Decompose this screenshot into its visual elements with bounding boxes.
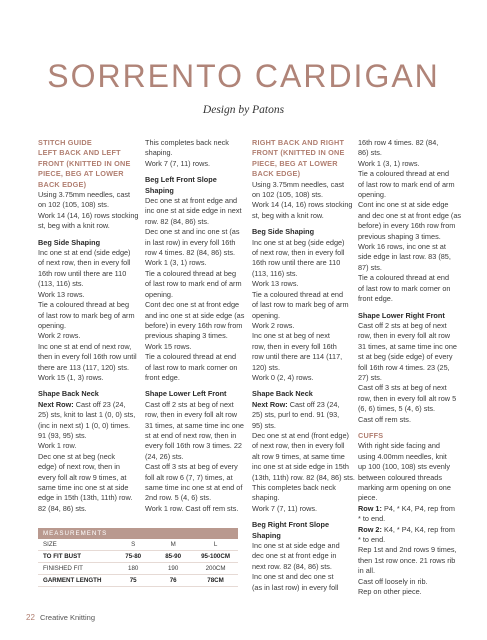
body-text: row. 82 (84, 86) sts. — [145, 216, 210, 226]
body-text: 16th row 4 times. 82 (84, — [358, 138, 439, 147]
body-text: front edge. — [145, 372, 180, 382]
body-text: Work 2 rows. — [38, 331, 81, 341]
body-text: (6, 6) times, 5 (4, 6) sts. — [358, 404, 436, 414]
measurements-table — [38, 528, 238, 587]
body-text: edge in 15th (13th, 11th) row. — [38, 493, 133, 503]
body-text: between coloured threads — [358, 472, 442, 482]
body-text: in all. — [358, 566, 376, 576]
table-cell: GARMENT LENGTH — [43, 577, 102, 584]
body-text: Work 1 row. — [38, 441, 77, 451]
body-text: Inc one st at beg (side edge) — [252, 237, 345, 247]
body-text: Cont inc one st at side edge — [358, 200, 449, 210]
body-text: Tie a coloured thread at end — [358, 273, 450, 283]
body-text: of last row to mark end of arm — [145, 279, 242, 289]
body-text — [38, 400, 136, 410]
pattern-title: SORRENTO CARDIGAN — [47, 58, 440, 94]
body-text: (13th, 11th) row. 82 (84, 86) sts. — [252, 472, 355, 482]
body-text — [358, 504, 458, 514]
subheading: Beg Side Shaping — [252, 227, 315, 237]
column-header: L — [213, 541, 218, 548]
table-header-row — [38, 539, 238, 551]
body-text: 27) sts. — [358, 372, 382, 382]
section-heading: PIECE, BEG AT LOWER — [38, 169, 124, 179]
subheading: Beg Left Front Slope — [145, 175, 217, 185]
designer-byline: Design by Patons — [202, 104, 285, 116]
body-text: before) in every 16th row from — [358, 221, 456, 231]
table-cell: 190 — [167, 565, 179, 572]
body-text: row, then in every foll alt row 5 — [358, 393, 457, 403]
table-cell: 78CM — [207, 577, 224, 584]
subheading: Shape Lower Right Front — [358, 310, 445, 320]
body-text: st at end of next row, then in — [145, 430, 237, 440]
section-heading: RIGHT BACK AND RIGHT — [252, 138, 345, 147]
body-text: Work 7 (7, 11) rows. — [252, 503, 318, 513]
body-text: side edge in last row. 83 (85, — [358, 252, 451, 262]
column-3 — [252, 138, 355, 593]
section-heading: BACK EDGE) — [252, 169, 301, 179]
body-text: up 100 (100, 108) sts evenly — [358, 462, 451, 472]
table-cell: 76 — [169, 577, 177, 584]
column-header: S — [131, 541, 136, 548]
body-text: shaping. — [252, 493, 280, 503]
body-text: 16th row until there are 110 — [38, 268, 127, 278]
subheading: Beg Right Front Slope — [252, 520, 330, 530]
body-text: opening. — [38, 320, 66, 330]
page-footer — [26, 613, 95, 622]
body-text: foll alt row 6 (7, 7) times, at — [145, 472, 233, 482]
subheading: Shape Back Neck — [38, 389, 99, 399]
body-text: every foll 16th row 3 times. 22 — [145, 441, 242, 451]
body-text: there are 113 (117, 120) sts. — [38, 362, 129, 372]
body-text: opening. — [252, 310, 280, 320]
table-cell: 200CM — [205, 565, 226, 572]
body-text: Inc one st and dec one st — [252, 572, 334, 582]
column-header: SIZE — [43, 541, 57, 548]
body-text: Rep 1st and 2nd rows 9 times, — [358, 545, 457, 555]
body-text: * to end. — [358, 514, 386, 524]
row-text: P4, * K4, P4, rep from — [381, 503, 455, 513]
body-text: (inc in next st) 1 (0, 0) times. — [38, 420, 131, 430]
body-text: Work 14 (14, 16) rows stocking — [38, 210, 139, 220]
subheading: Beg Side Shaping — [38, 237, 101, 247]
body-text: st at beg (side edge) of every — [358, 352, 453, 362]
body-text: using 4.00mm needles, knit — [358, 451, 447, 461]
body-text: before) in every 16th row from — [145, 320, 243, 330]
page-number: 22 — [26, 613, 35, 622]
body-text: Work 2 rows. — [252, 320, 295, 330]
table-cell: 75 — [129, 577, 137, 584]
body-text: previous shaping 3 times. — [358, 231, 441, 241]
body-text: of next row, then in every foll — [252, 441, 345, 451]
body-text: 87) sts. — [358, 262, 382, 272]
subheading: Shaping — [145, 185, 174, 195]
subheading: Shape Back Neck — [252, 389, 313, 399]
body-text: (113, 116) sts. — [252, 268, 298, 278]
body-text: 31 times, at same time inc one — [358, 341, 457, 351]
body-text: (113, 116) sts. — [38, 279, 84, 289]
body-text: and dec one st at front edge (as — [358, 210, 462, 220]
body-text: of next row, then in every foll — [252, 248, 345, 258]
body-text: of last row to mark corner on — [145, 362, 238, 372]
table-cell: TO FIT BUST — [43, 553, 82, 560]
table-cell: 75-80 — [125, 553, 142, 560]
subheading: Shape Lower Left Front — [145, 389, 227, 399]
body-text: Tie a coloured thread at end — [145, 352, 237, 362]
body-text: Work 14 (14, 16) rows stocking — [252, 200, 353, 210]
row-text: Cast off 23 (24, — [73, 399, 126, 409]
body-text: dec one st at front edge in — [252, 551, 337, 561]
body-text: (as in last row) in every foll — [252, 582, 339, 592]
body-text: of last row to mark end of arm — [358, 179, 455, 189]
body-text: Using 3.75mm needles, cast — [38, 190, 131, 200]
body-text: on 102 (105, 108) sts. — [252, 190, 323, 200]
body-text: then in every foll 16th row until — [38, 352, 137, 362]
column-header: M — [170, 541, 176, 548]
body-text: foll 16th row 4 times. 23 (25, — [358, 362, 450, 372]
table-cell: 85-90 — [165, 553, 182, 560]
body-text: Inc one st at end of next row, — [38, 341, 132, 351]
body-text: Inc one st at side edge and — [252, 541, 340, 551]
body-text: and inc one st at side edge (as — [145, 310, 245, 320]
body-text: edge) of next row, then in — [38, 462, 120, 472]
body-text: Work 0 (2, 4) rows. — [252, 372, 314, 382]
row-label: Row 1: — [358, 503, 382, 513]
body-text: of last row to mark beg of arm — [38, 310, 135, 320]
body-text: every foll alt row 9 times, at — [38, 472, 127, 482]
body-text: Cast off loosely in rib. — [358, 576, 428, 586]
column-4 — [358, 138, 462, 597]
section-heading: LEFT BACK AND LEFT — [38, 148, 121, 158]
table-row — [38, 575, 238, 587]
body-text: 31 times, at same time inc one — [145, 420, 244, 430]
table-cell: FINISHED FIT — [43, 565, 83, 572]
publication-name: Creative Knitting — [40, 613, 96, 622]
row-label: Next Row: — [252, 399, 288, 409]
body-text: previous shaping 3 times. — [145, 331, 228, 341]
body-text: alt row 9 times, at same time — [252, 451, 345, 461]
body-text: Work 1 row. Cast off rem sts. — [145, 503, 239, 513]
body-text: row, then in every foll 16th — [252, 341, 337, 351]
body-text: shaping. — [145, 148, 173, 158]
body-text: then 1st row once. 21 rows rib — [358, 555, 456, 565]
section-heading: CUFFS — [358, 430, 384, 440]
row-text: Cast off 23 (24, — [287, 399, 340, 409]
body-text: 16th row until there are 110 — [252, 258, 341, 268]
body-text: 25) sts, knit to last 1 (0, 0) sts, — [38, 410, 136, 420]
row-label: Row 2: — [358, 524, 382, 534]
body-text: Work 13 rows. — [252, 279, 299, 289]
body-text: Tie a coloured thread at beg — [38, 300, 130, 310]
column-1 — [38, 138, 139, 514]
body-text: 86) sts. — [358, 148, 382, 158]
body-text: st, beg with a knit row. — [252, 210, 324, 220]
section-heading: STITCH GUIDE — [38, 138, 92, 147]
body-text: Inc one st at beg of next — [252, 331, 330, 341]
body-text: same time inc one st at end of — [145, 483, 243, 492]
body-text: Dec one st and inc one st (as — [145, 227, 240, 237]
body-text: 25) sts, purl to end. 91 (93, — [252, 410, 340, 420]
body-text: Using 3.75mm needles, cast — [252, 179, 345, 189]
body-text: Cont dec one st at front edge — [145, 300, 240, 310]
body-text: opening. — [145, 289, 173, 299]
body-text: 120) sts. — [252, 362, 280, 372]
body-text: same time inc one st at side — [38, 483, 129, 492]
body-text: Work 15 (1, 3) rows. — [38, 372, 104, 382]
body-text: inc one st at side edge in next — [145, 206, 242, 216]
column-2 — [145, 138, 244, 514]
body-text: piece. — [358, 493, 378, 503]
body-text: row until there are 114 (117, — [252, 352, 343, 362]
row-label: Next Row: — [38, 399, 74, 409]
body-text: Dec one st at front edge and — [145, 196, 238, 206]
body-text: 95) sts. — [252, 420, 276, 430]
body-text: Dec one st at beg (neck — [38, 451, 116, 461]
body-text: row 4 times. 82 (84, 86) sts. — [145, 248, 236, 258]
section-heading: FRONT (KNITTED IN ONE — [38, 158, 131, 168]
body-text: Cast off 3 sts at beg of every — [145, 462, 238, 472]
body-text: 82 (84, 86) sts. — [38, 503, 87, 513]
body-text: of next row, then in every foll — [38, 258, 131, 268]
body-text: st, beg with a knit row. — [38, 221, 110, 231]
body-text: row, then in every foll alt row — [145, 410, 238, 420]
body-text: Work 13 rows. — [38, 289, 85, 299]
body-text: Work 1 (3, 1) rows. — [145, 258, 207, 268]
body-text: row, then in every foll alt row — [358, 331, 451, 341]
body-text: 2nd row. 5 (4, 6) sts. — [145, 493, 212, 503]
section-heading: PIECE, BEG AT LOWER — [252, 158, 338, 168]
body-text: This completes back neck — [145, 138, 229, 147]
table-cell: 95-100CM — [201, 553, 230, 560]
body-text: Work 16 rows, inc one st at — [358, 242, 446, 252]
body-text: front edge. — [358, 294, 393, 304]
body-text: Tie a coloured thread at end — [252, 289, 344, 299]
body-text: of last row to mark corner on — [358, 283, 451, 293]
body-text: on 102 (105, 108) sts. — [38, 200, 109, 210]
measurements-heading: MEASUREMENTS — [38, 528, 238, 539]
body-text: in last row) in every foll 16th — [145, 237, 236, 247]
row-text: K4, * P4, K4, rep from — [381, 524, 455, 534]
body-text: marking arm opening on one — [358, 483, 451, 492]
body-text: Inc one st at end (side edge) — [38, 248, 131, 258]
section-heading: FRONT (KNITTED IN ONE — [252, 148, 345, 158]
body-text: Cast off rem sts. — [358, 414, 411, 424]
body-text: Work 15 rows. — [145, 341, 192, 351]
body-text: Tie a coloured thread at end — [358, 169, 450, 179]
body-text: 91 (93, 95) sts. — [38, 430, 87, 440]
body-text — [252, 400, 350, 410]
subheading: Shaping — [252, 530, 281, 540]
body-text: of last row to mark beg of arm — [252, 300, 349, 310]
body-text: * to end. — [358, 535, 386, 545]
body-text: Cast off 2 sts at beg of next — [358, 320, 447, 330]
body-text: Dec one st at end (front edge) — [252, 430, 349, 440]
body-text: With right side facing and — [358, 441, 440, 451]
body-text: Tie a coloured thread at beg — [145, 268, 237, 278]
body-text: (24, 26) sts. — [145, 451, 184, 461]
body-text: Rep on other piece. — [358, 587, 422, 597]
table-row — [38, 563, 238, 575]
body-text: inc one st at side edge in 15th — [252, 462, 349, 472]
section-heading: BACK EDGE) — [38, 179, 87, 189]
table-cell: 180 — [128, 565, 139, 572]
body-text: Work 1 (3, 1) rows. — [358, 158, 420, 168]
body-text: Cast off 2 sts at beg of next — [145, 399, 234, 409]
body-text: opening. — [358, 190, 386, 200]
body-text: This completes back neck — [252, 483, 336, 492]
body-text: Cast off 3 sts at beg of next — [358, 383, 447, 393]
body-text: next row. 82 (84, 86) sts. — [252, 561, 332, 571]
table-row — [38, 551, 238, 563]
body-text — [358, 525, 458, 535]
body-text: Work 7 (7, 11) rows. — [145, 158, 211, 168]
